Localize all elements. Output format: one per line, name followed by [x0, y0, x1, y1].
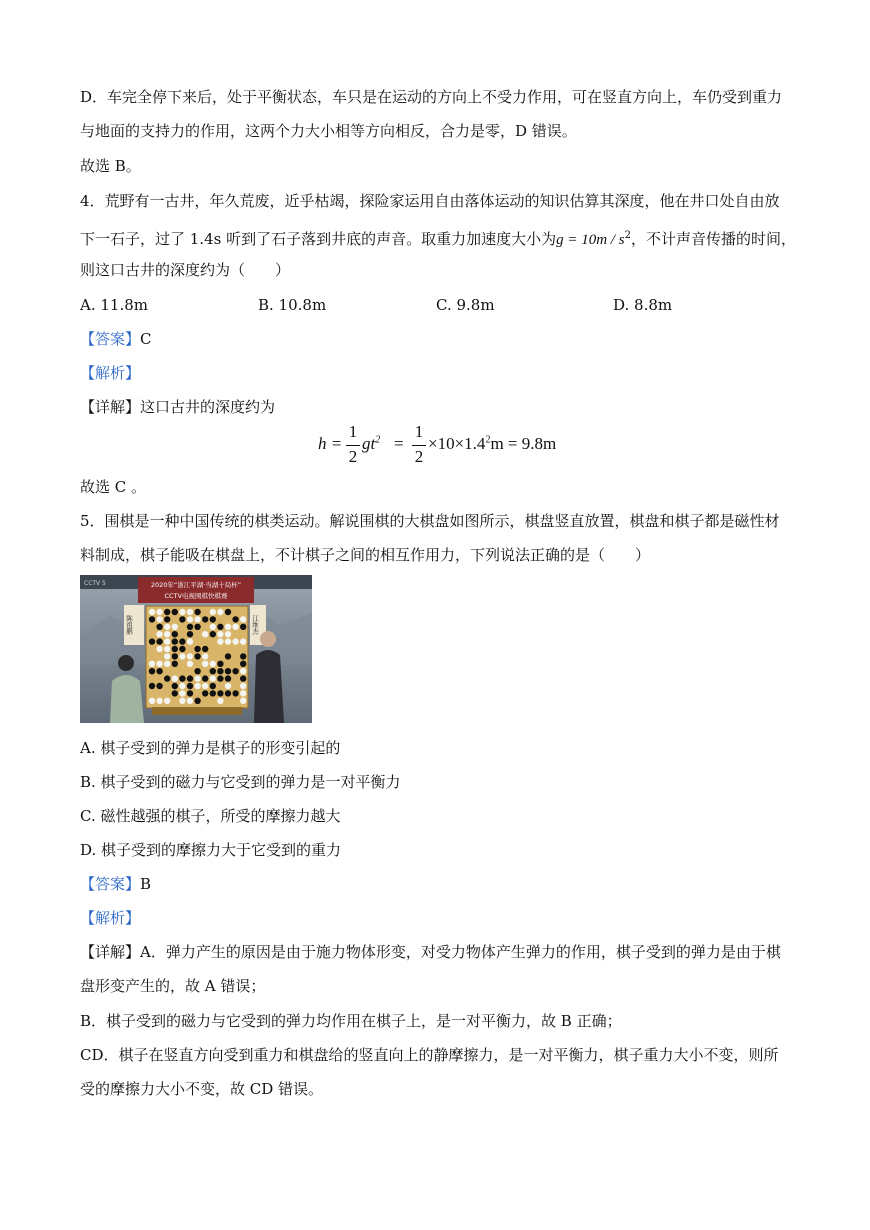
- go-stone: [156, 631, 162, 637]
- go-stone: [156, 646, 162, 652]
- q5-option-c: C. 磁性越强的棋子，所受的摩擦力越大: [80, 807, 341, 825]
- go-stone: [240, 690, 246, 696]
- q4-option-d: D. 8.8m: [613, 296, 673, 314]
- formula-gt2: $gt^2$: [362, 434, 381, 453]
- formula-equals: =: [394, 434, 404, 453]
- go-stone: [187, 690, 193, 696]
- left-name: 陈祖鹏: [125, 615, 133, 635]
- q4-stem-line3: 则这口古井的深度约为（ ）: [80, 261, 291, 279]
- go-stone: [179, 653, 185, 659]
- go-stone: [187, 638, 193, 644]
- go-stone: [179, 616, 185, 622]
- go-stone: [187, 616, 193, 622]
- q5-option-b: B. 棋子受到的磁力与它受到的弹力是一对平衡力: [80, 773, 401, 791]
- go-stone: [164, 698, 170, 704]
- go-board-photo: [80, 575, 312, 723]
- go-stone: [156, 638, 162, 644]
- go-stone: [202, 616, 208, 622]
- go-stone: [194, 675, 200, 681]
- answer-value: C: [140, 330, 152, 348]
- formula-rest: $\times 10\times 1.4^2m = 9.8m$: [428, 434, 557, 453]
- answer-tag: 【答案】: [80, 875, 141, 893]
- go-stone: [156, 698, 162, 704]
- go-stone: [210, 675, 216, 681]
- q4-option-c: C. 9.8m: [436, 296, 495, 314]
- go-stone: [225, 653, 231, 659]
- go-stone: [156, 616, 162, 622]
- q4-stem-text: 下一石子，过了 1.4s 听到了石子落到井底的声音。取重力加速度大小为: [80, 230, 557, 248]
- q5-stem-line2: 料制成，棋子能吸在棋盘上，不计棋子之间的相互作用力，下列说法正确的是（ ）: [80, 546, 651, 564]
- go-stone: [217, 690, 223, 696]
- go-stone: [172, 638, 178, 644]
- go-stone: [187, 624, 193, 630]
- d-explanation-line2: 与地面的支持力的作用，这两个力大小相等方向相反，合力是零，D 错误。: [80, 122, 577, 140]
- tv-logo: CCTV 5: [84, 580, 106, 587]
- go-stone: [187, 675, 193, 681]
- go-board-illustration: [80, 575, 312, 723]
- go-stone: [164, 646, 170, 652]
- detail5-line4: CD．棋子在竖直方向受到重力和棋盘给的竖直向上的静摩擦力，是一对平衡力，棋子重力大小不变，则所: [80, 1046, 779, 1064]
- detail4: [80, 397, 275, 417]
- banner-line2: CCTV电视围棋快棋赛: [164, 592, 228, 600]
- go-stone: [217, 631, 223, 637]
- go-stone: [172, 661, 178, 667]
- go-stone: [149, 698, 155, 704]
- go-stone: [225, 624, 231, 630]
- go-stone: [164, 661, 170, 667]
- go-stone: [210, 616, 216, 622]
- go-stone: [202, 690, 208, 696]
- go-stone: [217, 609, 223, 615]
- go-stone: [149, 609, 155, 615]
- go-stone: [217, 698, 223, 704]
- go-stone: [156, 661, 162, 667]
- go-stone: [149, 683, 155, 689]
- go-stone: [225, 631, 231, 637]
- go-stone: [240, 683, 246, 689]
- go-stone: [172, 653, 178, 659]
- banner-line1: 2020年“浙江平湖·当湖十局杯”: [150, 581, 242, 589]
- go-stone: [210, 690, 216, 696]
- go-stone: [210, 631, 216, 637]
- go-stone: [179, 675, 185, 681]
- go-stone: [164, 653, 170, 659]
- go-stone: [187, 698, 193, 704]
- go-stone: [187, 653, 193, 659]
- go-stone: [156, 624, 162, 630]
- go-stone: [240, 698, 246, 704]
- analysis5-tag: 【解析】: [80, 909, 141, 927]
- go-stone: [194, 646, 200, 652]
- go-stone: [164, 638, 170, 644]
- q4-stem-text-end: ，不计声音传播的时间，: [630, 230, 796, 248]
- go-stone: [202, 646, 208, 652]
- go-stone: [232, 668, 238, 674]
- go-stone: [156, 609, 162, 615]
- formula-h: h =: [318, 434, 343, 453]
- go-stone: [240, 661, 246, 667]
- go-stone: [179, 698, 185, 704]
- analysis4-tag: 【解析】: [80, 364, 141, 382]
- detail5-line1: [80, 942, 781, 962]
- go-stone: [210, 683, 216, 689]
- go-stone: [194, 624, 200, 630]
- go-stone: [194, 609, 200, 615]
- gravity-value: g = 10m / s: [556, 232, 625, 248]
- go-stone: [240, 675, 246, 681]
- detail-text: A．弹力产生的原因是由于施力物体形变，对受力物体产生弹力的作用，棋子受到的弹力是由于棋: [140, 943, 781, 961]
- go-stone: [179, 683, 185, 689]
- go-stone: [149, 668, 155, 674]
- go-stone: [156, 683, 162, 689]
- choose-b: 故选 B。: [80, 157, 141, 175]
- q4-stem-line2: [80, 226, 796, 250]
- go-stone: [217, 638, 223, 644]
- detail5-line3: B．棋子受到的磁力与它受到的弹力均作用在棋子上，是一对平衡力，故 B 正确；: [80, 1012, 622, 1030]
- go-stone: [202, 675, 208, 681]
- go-stone: [172, 624, 178, 630]
- detail5-line2: 盘形变产生的，故 A 错误；: [80, 977, 266, 995]
- go-stone: [240, 624, 246, 630]
- q4-option-b: B. 10.8m: [258, 296, 327, 314]
- go-stone: [232, 690, 238, 696]
- go-stone: [210, 624, 216, 630]
- go-stone: [179, 646, 185, 652]
- d-explanation-line1: D．车完全停下来后，处于平衡状态，车只是在运动的方向上不受力作用，可在竖直方向上，车仍受到重力: [80, 88, 783, 106]
- go-stone: [210, 668, 216, 674]
- go-stone: [187, 631, 193, 637]
- go-stone: [179, 609, 185, 615]
- go-stone: [225, 675, 231, 681]
- detail5-line5: 受的摩擦力大小不变，故 CD 错误。: [80, 1080, 324, 1098]
- go-stone: [194, 698, 200, 704]
- go-stone: [164, 631, 170, 637]
- answer-value: B: [140, 875, 152, 893]
- go-stone: [240, 653, 246, 659]
- answer4: [80, 329, 152, 349]
- go-stone: [194, 616, 200, 622]
- q5-stem-line1: 5．围棋是一种中国传统的棋类运动。解说围棋的大棋盘如图所示，棋盘竖直放置，棋盘和棋子都是磁性材: [80, 512, 780, 530]
- go-stone: [217, 624, 223, 630]
- go-stone: [225, 690, 231, 696]
- go-stone: [172, 675, 178, 681]
- go-stone: [240, 616, 246, 622]
- go-stone: [164, 616, 170, 622]
- go-stone: [240, 668, 246, 674]
- go-stone: [179, 638, 185, 644]
- go-stone: [194, 653, 200, 659]
- go-stone: [210, 661, 216, 667]
- go-stone: [187, 609, 193, 615]
- go-stone: [172, 646, 178, 652]
- answer-tag: 【答案】: [80, 330, 141, 348]
- go-stone: [164, 624, 170, 630]
- go-stone: [172, 683, 178, 689]
- go-stone: [225, 668, 231, 674]
- go-stone: [240, 638, 246, 644]
- go-stone: [202, 653, 208, 659]
- go-stone: [217, 661, 223, 667]
- formula-half: 1 2: [346, 422, 360, 468]
- formula-half-2: 1 2: [412, 422, 426, 468]
- go-stone: [187, 683, 193, 689]
- gravity-exponent: 2: [624, 230, 631, 241]
- go-stone: [210, 609, 216, 615]
- go-stone: [232, 616, 238, 622]
- go-stone: [172, 609, 178, 615]
- q5-option-d: D. 棋子受到的摩擦力大于它受到的重力: [80, 841, 342, 859]
- go-stone: [194, 668, 200, 674]
- answer5: [80, 874, 151, 894]
- go-stone: [149, 616, 155, 622]
- detail-text: 这口古井的深度约为: [140, 398, 276, 416]
- go-stone: [164, 609, 170, 615]
- q4-stem-line1: 4．荒野有一古井，年久荒废，近乎枯竭，探险家运用自由落体运动的知识估算其深度，他在井口处自由放: [80, 192, 780, 210]
- go-stone: [194, 683, 200, 689]
- go-stone: [164, 675, 170, 681]
- go-stone: [149, 638, 155, 644]
- go-stone: [172, 631, 178, 637]
- right-name: 江维杰: [251, 615, 259, 635]
- q5-option-a: A. 棋子受到的弹力是棋子的形变引起的: [80, 739, 341, 757]
- go-stone: [187, 661, 193, 667]
- go-stone: [149, 661, 155, 667]
- go-stone: [217, 668, 223, 674]
- go-stone: [172, 690, 178, 696]
- go-stone: [225, 638, 231, 644]
- go-stone: [179, 690, 185, 696]
- go-stone: [202, 631, 208, 637]
- go-stone: [217, 675, 223, 681]
- go-stone: [225, 683, 231, 689]
- go-stone: [202, 661, 208, 667]
- choose-c: 故选 C 。: [80, 478, 147, 496]
- go-stone: [232, 624, 238, 630]
- go-stone: [202, 683, 208, 689]
- go-stone: [156, 668, 162, 674]
- detail-tag: 【详解】: [80, 398, 141, 416]
- go-stone: [225, 609, 231, 615]
- depth-formula: [318, 422, 578, 468]
- q4-option-a: A. 11.8m: [80, 296, 148, 314]
- go-stone: [232, 638, 238, 644]
- detail-tag: 【详解】: [80, 943, 141, 961]
